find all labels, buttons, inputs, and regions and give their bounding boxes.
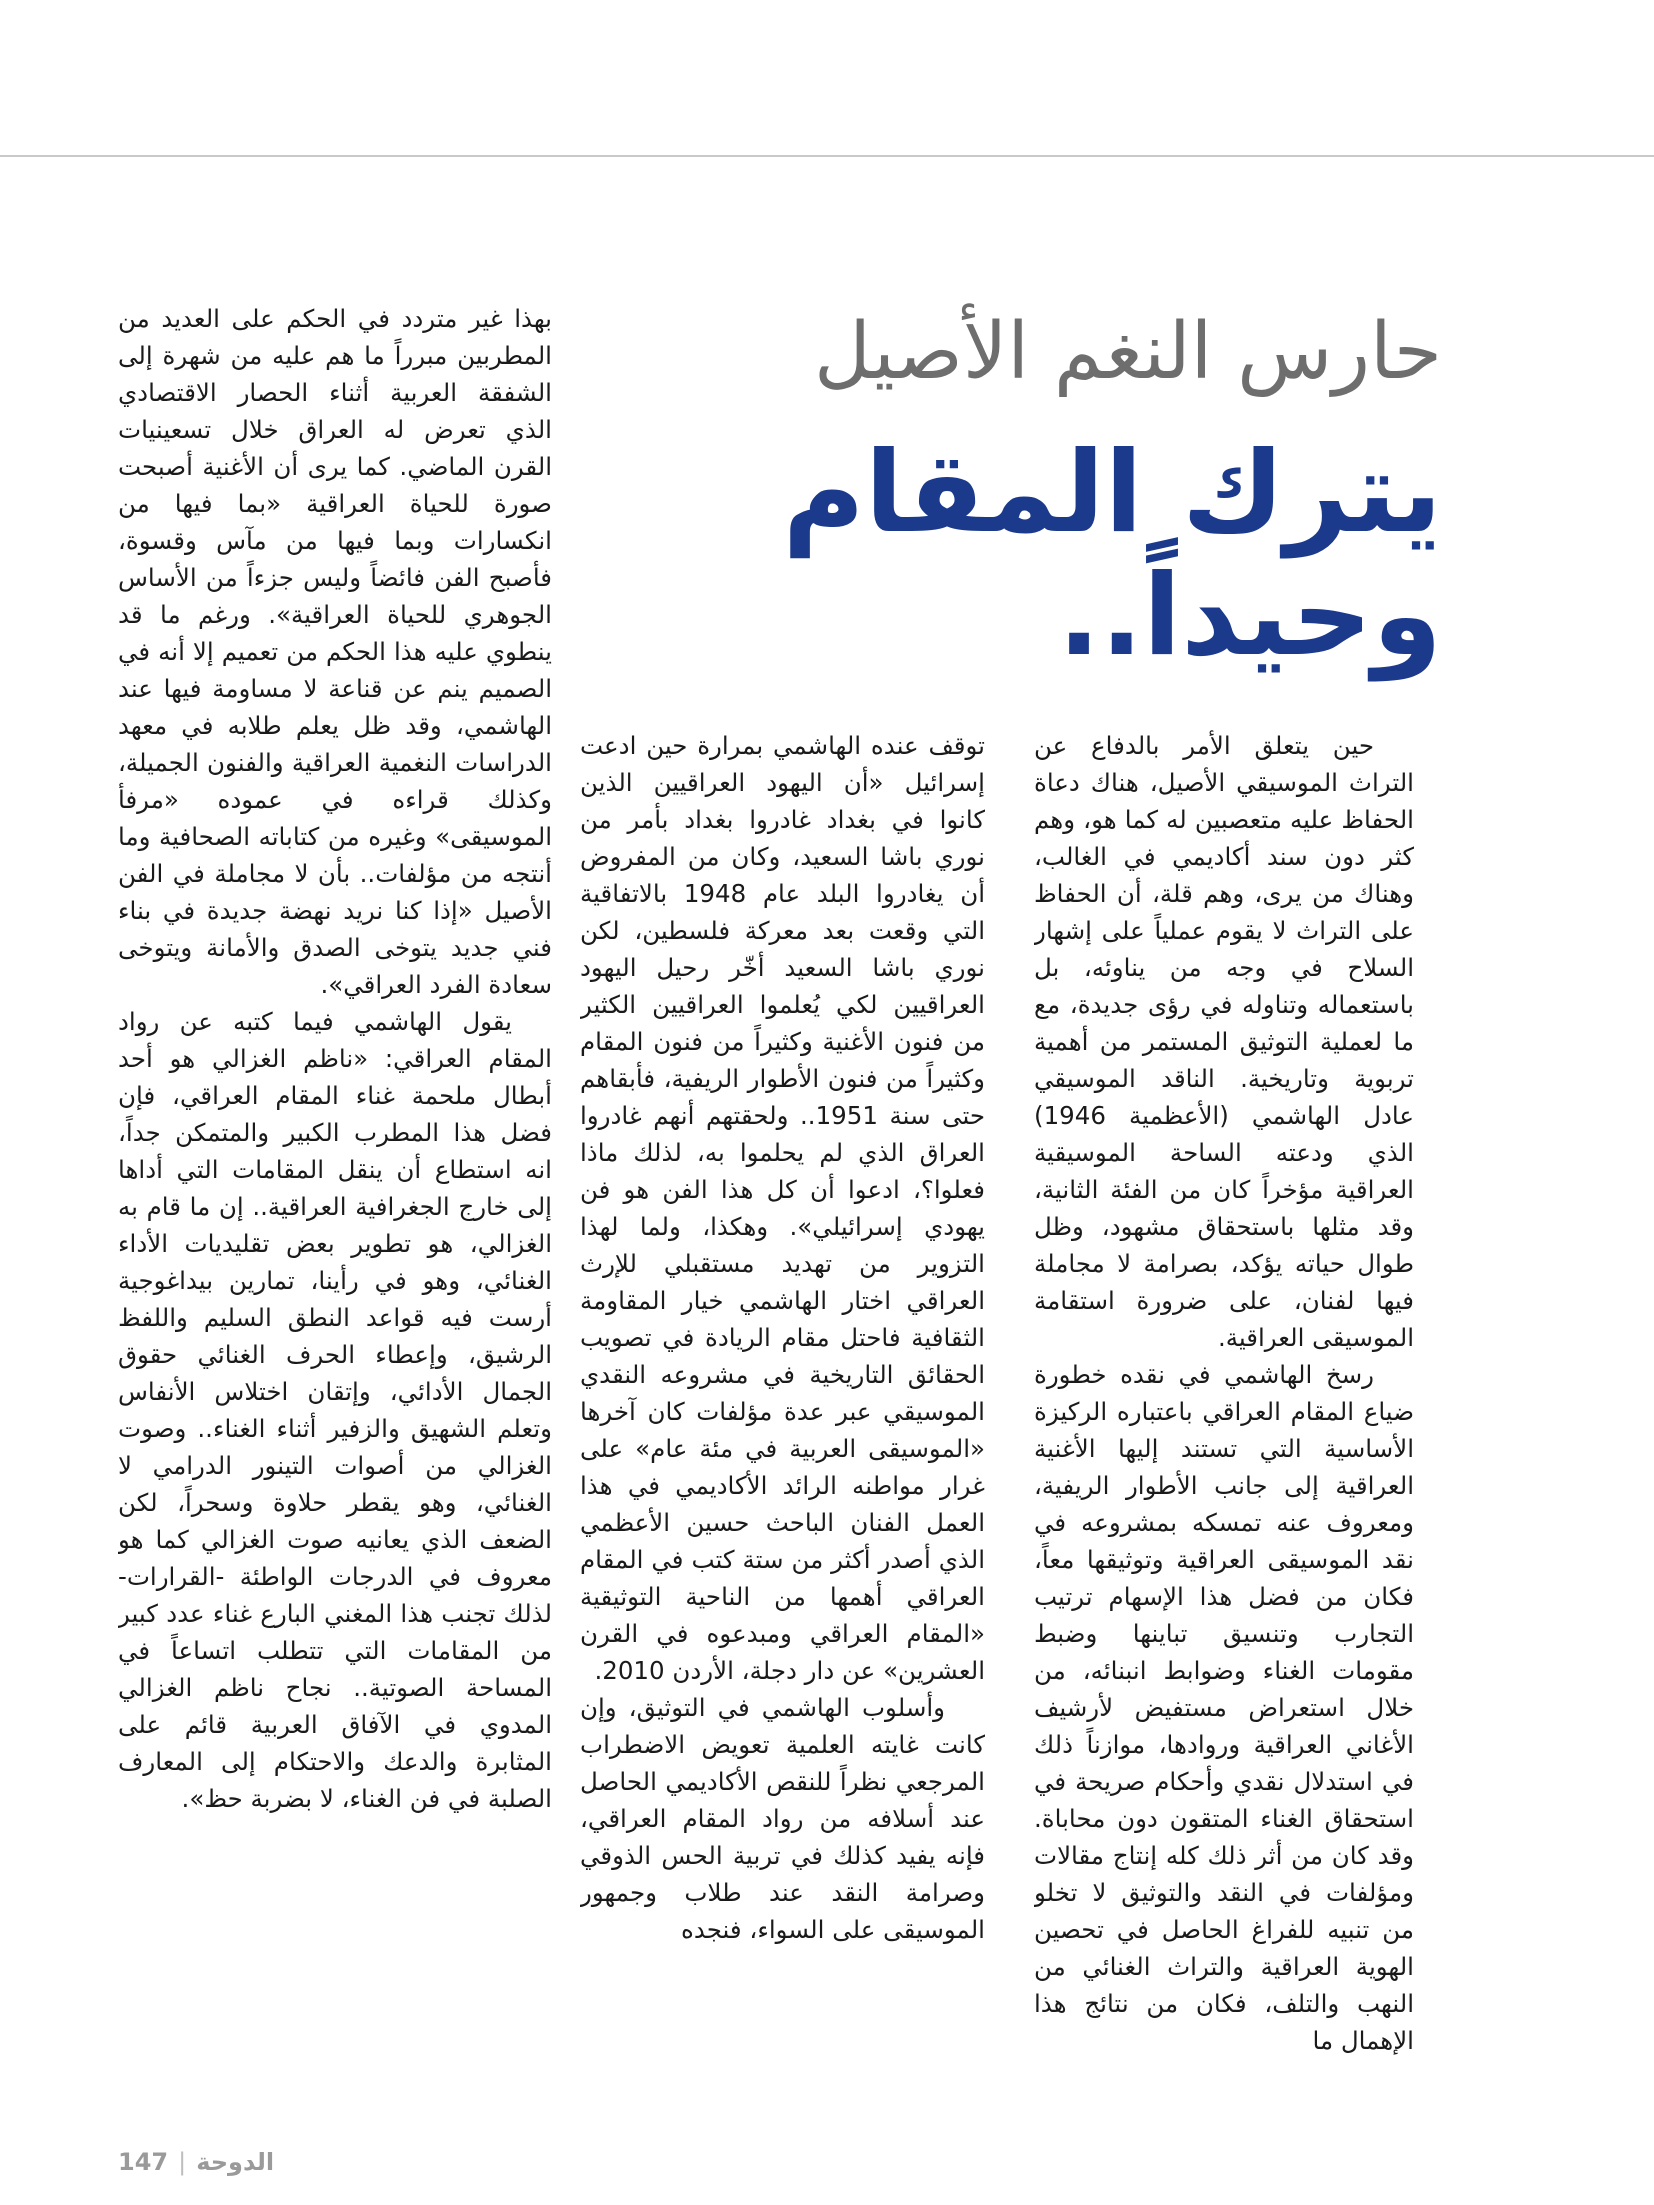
text-column-left <box>118 300 552 2100</box>
paragraph: حين يتعلق الأمر بالدفاع عن التراث الموسيقي الأصيل، هناك دعاة الحفاظ عليه متعصبين له كما هو، وهم كثر دون سند أكاديمي في الغالب، وهناك من يرى، وهم قلة، أن الحفاظ على التراث لا يقوم عملياً على إشهار السلاح في وجه من يناوئه، بل باستعماله وتناوله في رؤى جديدة، مع ما لعملية التوثيق المستمر من أهمية تربوية وتاريخية. الناقد الموسيقي عادل الهاشمي (الأعظمية 1946) الذي ودعته الساحة الموسيقية العراقية مؤخراً كان من الفئة الثانية، وقد مثلها باستحقاق مشهود، وظل طوال حياته يؤكد، بصرامة لا مجاملة فيها لفنان، على ضرورة استقامة الموسيقى العراقية. <box>1034 731 1414 1352</box>
paragraph: بهذا غير متردد في الحكم على العديد من المطربين مبرراً ما هم عليه من شهرة إلى الشفقة العربية أثناء الحصار الاقتصادي الذي تعرض له العراق خلال تسعينيات القرن الماضي. كما يرى أن الأغنية أصبحت صورة للحياة العراقية «بما فيها من انكسارات وبما فيها من مآس وقسوة، فأصبح الفن فائضاً وليس جزءاً من الأساس الجوهري للحياة العراقية». ورغم ما قد ينطوي عليه هذا الحكم من تعميم إلا أنه في الصميم ينم عن قناعة لا مساومة فيها عند الهاشمي، وقد ظل يعلم طلابه في معهد الدراسات النغمية العراقية والفنون الجميلة، وكذلك قراءه في عموده «مرفأ الموسيقى» وغيره من كتاباته الصحافية وما أنتجه من مؤلفات.. بأن لا مجاملة في الفن الأصيل «إذا كنا نريد نهضة جديدة في بناء فني جديد يتوخى الصدق والأمانة ويتوخى سعادة الفرد العراقي». <box>118 304 552 999</box>
paragraph: رسخ الهاشمي في نقده خطورة ضياع المقام العراقي باعتباره الركيزة الأساسية التي تستند إليها الأغنية العراقية إلى جانب الأطوار الريفية، ومعروف عنه تمسكه بمشروعه في نقد الموسيقى العراقية وتوثيقها معاً، فكان من فضل هذا الإسهام ترتيب التجارب وتنسيق تباينها وضبط مقومات الغناء وضوابط انبنائه، من خلال استعراض مستفيض لأرشيف الأغاني العراقية وروادها، موازناً ذلك في استدلال نقدي وأحكام صريحة في استحقاق الغناء المتقون دون محاباة. وقد كان من أثر ذلك كله إنتاج مقالات ومؤلفات في النقد والتوثيق لا تخلو من تنبيه للفراغ الحاصل في تحصين الهوية العراقية والتراث الغنائي من النهب والتلف، فكان من نتائج هذا الإهمال ما <box>1034 1360 1414 2055</box>
article-subtitle: حارس النغم الأصيل <box>814 307 1442 397</box>
page-footer <box>118 2148 274 2176</box>
footer-separator: | <box>178 2148 187 2176</box>
paragraph: وأسلوب الهاشمي في التوثيق، وإن كانت غايته العلمية تعويض الاضطراب المرجعي نظراً للنقص الأكاديمي الحاصل عند أسلافه من رواد المقام العراقي، فإنه يفيد كذلك في تربية الحس الذوقي وصرامة النقد عند طلاب وجمهور الموسيقى على السواء، فنجده <box>580 1693 985 1944</box>
page-number: 147 <box>118 2148 169 2176</box>
paragraph: توقف عنده الهاشمي بمرارة حين ادعت إسرائيل «أن اليهود العراقيين الذين كانوا في بغداد غادروا بغداد بأمر من نوري باشا السعيد، وكان من المفروض أن يغادروا البلد عام 1948 بالاتفاقية التي وقعت بعد معركة فلسطين، لكن نوري باشا السعيد أخّر رحيل اليهود العراقيين لكي يُعلموا العراقيين الكثير من فنون الأغنية وكثيراً من فنون المقام وكثيراً من فنون الأطوار الريفية، فأبقاهم حتى سنة 1951.. ولحقتهم أنهم غادروا العراق الذي لم يحلموا به، لذلك ماذا فعلوا؟، ادعوا أن كل هذا الفن هو فن يهودي إسرائيلي». وهكذا، ولما لهذا التزوير من تهديد مستقبلي للإرث العراقي اختار الهاشمي خيار المقاومة الثقافية فاحتل مقام الريادة في تصويب الحقائق التاريخية في مشروعه النقدي الموسيقي عبر عدة مؤلفات كان آخرها «الموسيقى العربية في مئة عام» على غرار مواطنه الرائد الأكاديمي في هذا العمل الفنان الباحث حسين الأعظمي الذي أصدر أكثر من ستة كتب في المقام العراقي أهمها من الناحية التوثيقية «المقام العراقي ومبدعوه في القرن العشرين» عن دار دجلة، الأردن 2010. <box>580 731 985 1685</box>
top-divider <box>0 155 1654 157</box>
magazine-name: الدوحة <box>196 2148 275 2176</box>
paragraph: يقول الهاشمي فيما كتبه عن رواد المقام العراقي: «ناظم الغزالي هو أحد أبطال ملحمة غناء المقام العراقي، فإن فضل هذا المطرب الكبير والمتمكن جداً، انه استطاع أن ينقل المقامات التي أداها إلى خارج الجغرافية العراقية.. إن ما قام به الغزالي، هو تطوير بعض تقليديات الأداء الغنائي، وهو في رأينا، تمارين بيداغوجية أرست فيه قواعد النطق السليم واللفظ الرشيق، وإعطاء الحرف الغنائي حقوق الجمال الأدائي، وإتقان اختلاس الأنفاس وتعلم الشهيق والزفير أثناء الغناء.. وصوت الغزالي من أصوات التينور الدرامي لا الغنائي، وهو يقطر حلاوة وسحراً، لكن الضعف الذي يعانيه صوت الغزالي كما هو معروف في الدرجات الواطئة -القرارات- لذلك تجنب هذا المغني البارع غناء عدد كبير من المقامات التي تتطلب اتساعاً في المساحة الصوتية.. نجاح ناظم الغزالي المدوي في الآفاق العربية قائم على المثابرة والدعك والاحتكام إلى المعارف الصلبة في فن الغناء، لا بضربة حظ». <box>118 1007 552 1813</box>
text-column-middle <box>580 727 985 2092</box>
article-title: يترك المقام وحيداً.. <box>782 428 1442 682</box>
text-column-right <box>1034 727 1414 2092</box>
